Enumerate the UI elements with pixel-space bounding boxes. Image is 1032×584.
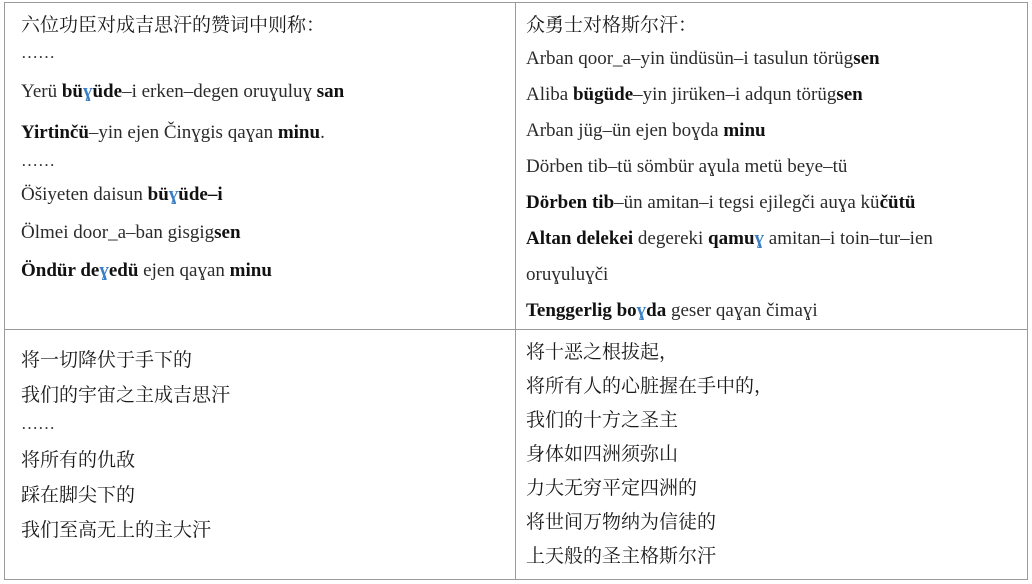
translation-line: 上天般的圣主格斯尔汗	[526, 545, 717, 567]
translation-line: 踩在脚尖下的	[21, 484, 136, 506]
ellipsis: ……	[21, 43, 55, 62]
verse-line: Öšiyeten daisun büɣüde–i	[21, 184, 223, 205]
translation-line: 将所有人的心脏握在手中的，	[526, 375, 774, 397]
cell-chinggis-translation	[5, 329, 515, 579]
verse-line: Dörben tib–ün amitan–i tegsi ejilegči auɣa küčütü	[526, 192, 916, 213]
verse-line: Tenggerlig boɣda geser qaɣan čimaɣi	[526, 300, 818, 321]
translation-line: 将世间万物纳为信徒的	[526, 511, 717, 533]
cell-geser-translation	[515, 329, 1027, 579]
translation-line: 将一切降伏于手下的	[21, 349, 193, 371]
verse-line: Yerü büɣüde–i erken–degen oruɣuluɣ san	[21, 81, 345, 102]
ellipsis: ……	[21, 151, 55, 170]
verse-line: Yirtinčü–yin ejen Činɣgis qaɣan minu.	[21, 122, 325, 143]
translation-line: 力大无穷平定四洲的	[526, 477, 698, 499]
heading-geser: 众勇士对格斯尔汗：	[526, 14, 698, 36]
ellipsis: ……	[21, 414, 55, 433]
verse-line: Arban jüg–ün ejen boɣda minu	[526, 120, 766, 141]
translation-line: 将十恶之根拔起，	[526, 341, 679, 363]
translation-line: 我们至高无上的主大汗	[21, 519, 212, 541]
translation-line: 我们的十方之圣主	[526, 409, 679, 431]
verse-line: Arban qoor_a–yin ündüsün–i tasulun törügsen	[526, 48, 880, 69]
verse-line: oruɣuluɣči	[526, 264, 609, 285]
cell-chinggis-romanized	[5, 3, 515, 329]
translation-line: 身体如四洲须弥山	[526, 443, 679, 465]
heading-chinggis: 六位功臣对成吉思汗的赞词中则称：	[21, 14, 326, 36]
translation-line: 将所有的仇敌	[21, 449, 136, 471]
comparison-table	[4, 2, 1028, 580]
verse-line: Öndür deɣedü ejen qaɣan minu	[21, 260, 272, 281]
verse-line: Altan delekei degereki qamuɣ amitan–i toin–tur–ien	[526, 228, 933, 249]
cell-geser-romanized	[515, 3, 1027, 329]
verse-line: Aliba bügüde–yin jirüken–i adqun törügsen	[526, 84, 863, 105]
verse-line: Dörben tib–tü sömbür aɣula metü beye–tü	[526, 156, 848, 177]
translation-line: 我们的宇宙之主成吉思汗	[21, 384, 231, 406]
verse-line: Ölmei door_a–ban gisgigsen	[21, 222, 241, 243]
